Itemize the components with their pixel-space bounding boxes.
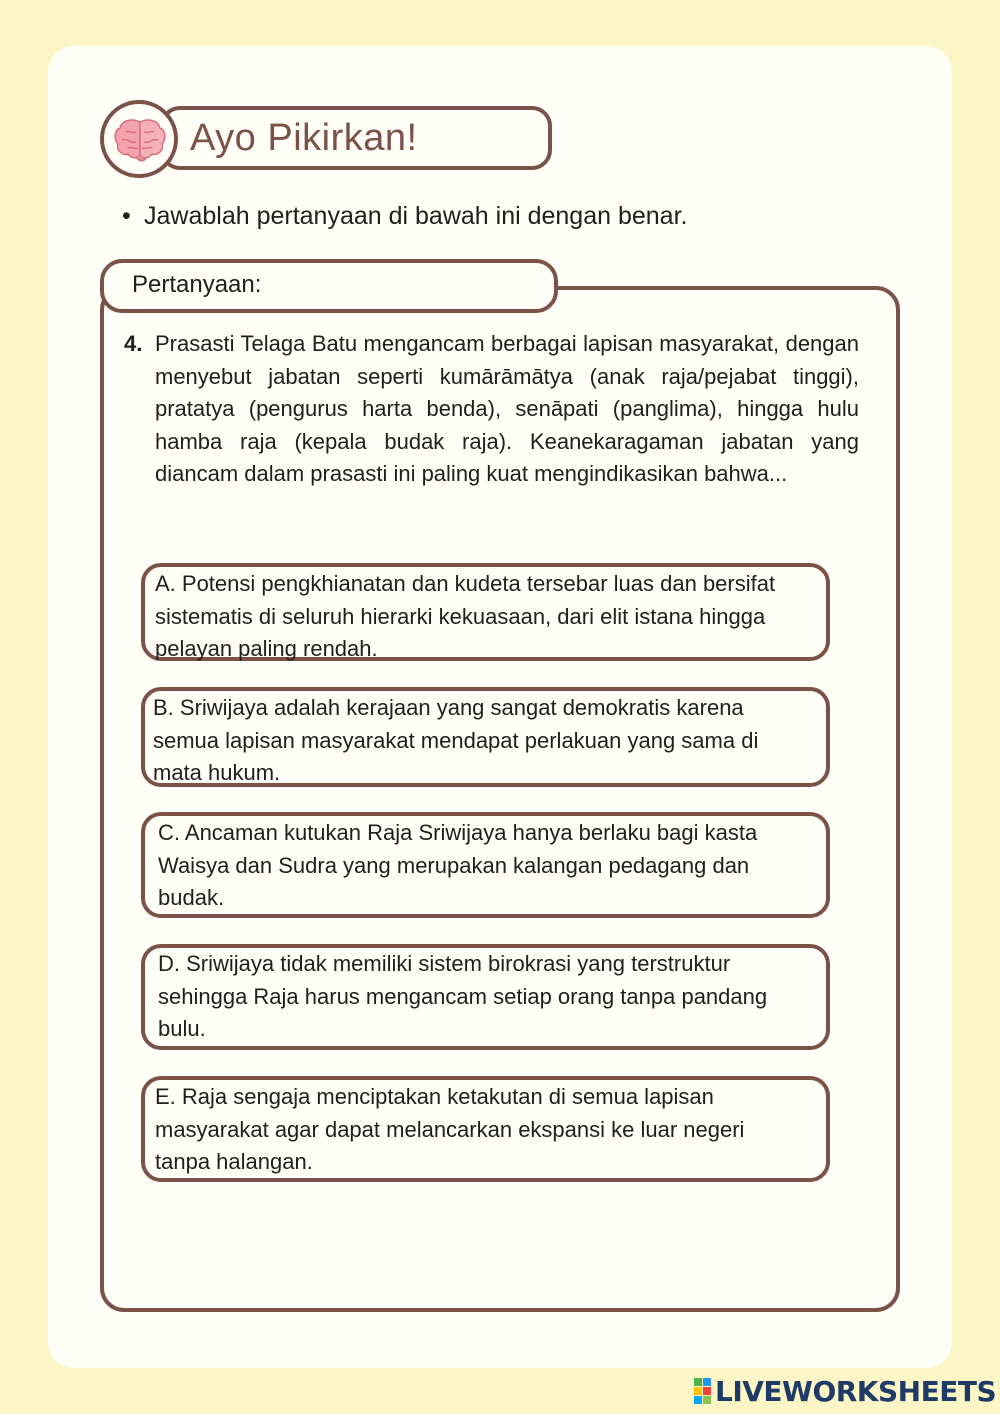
option-d[interactable] [141, 944, 830, 1050]
option-a-text: A. Potensi pengkhianatan dan kudeta tersebar luas dan bersifat sistematis di seluruh hierarki kekuasaan, dari elit istana hingga pelayan paling rendah. [155, 571, 776, 661]
bullet: • [122, 202, 131, 230]
question-text: Prasasti Telaga Batu mengancam berbagai lapisan masyarakat, dengan menyebut jabatan seperti kumārāmātya (anak raja/pejabat tinggi), pratatya (pengurus harta benda), senāpati (panglima), hingga hulu hamba raja (kepala budak raja). Keanekaragaman jabatan yang diancam dalam prasasti ini paling kuat mengindikasikan bahwa... [155, 331, 859, 486]
logo-mark-icon [694, 1378, 712, 1404]
option-c-text: C. Ancaman kutukan Raja Sriwijaya hanya berlaku bagi kasta Waisya dan Sudra yang merupakan kalangan pedagang dan budak. [158, 820, 758, 910]
option-b-text: B. Sriwijaya adalah kerajaan yang sangat demokratis karena semua lapisan masyarakat mendapat perlakuan yang sama di mata hukum. [153, 695, 759, 785]
logo-text: LIVEWORKSHEETS [715, 1374, 997, 1408]
option-b[interactable] [141, 687, 830, 787]
option-e[interactable] [141, 1076, 830, 1182]
option-e-text: E. Raja sengaja menciptakan ketakutan di semua lapisan masyarakat agar dapat melancarkan ekspansi ke luar negeri tanpa halangan. [155, 1084, 745, 1174]
brain-badge [100, 100, 178, 178]
liveworksheets-logo[interactable] [694, 1374, 996, 1408]
page-title: Ayo Pikirkan! [190, 117, 418, 159]
option-a[interactable] [141, 563, 830, 661]
question-label: Pertanyaan: [132, 271, 262, 298]
question-number: 4. [124, 331, 143, 356]
option-c[interactable] [141, 812, 830, 918]
brain-icon [112, 116, 168, 166]
instruction-text: Jawablah pertanyaan di bawah ini dengan benar. [144, 202, 688, 230]
instruction [122, 198, 687, 234]
option-d-text: D. Sriwijaya tidak memiliki sistem birokrasi yang terstruktur sehingga Raja harus mengancam setiap orang tanpa pandang bulu. [158, 951, 768, 1041]
